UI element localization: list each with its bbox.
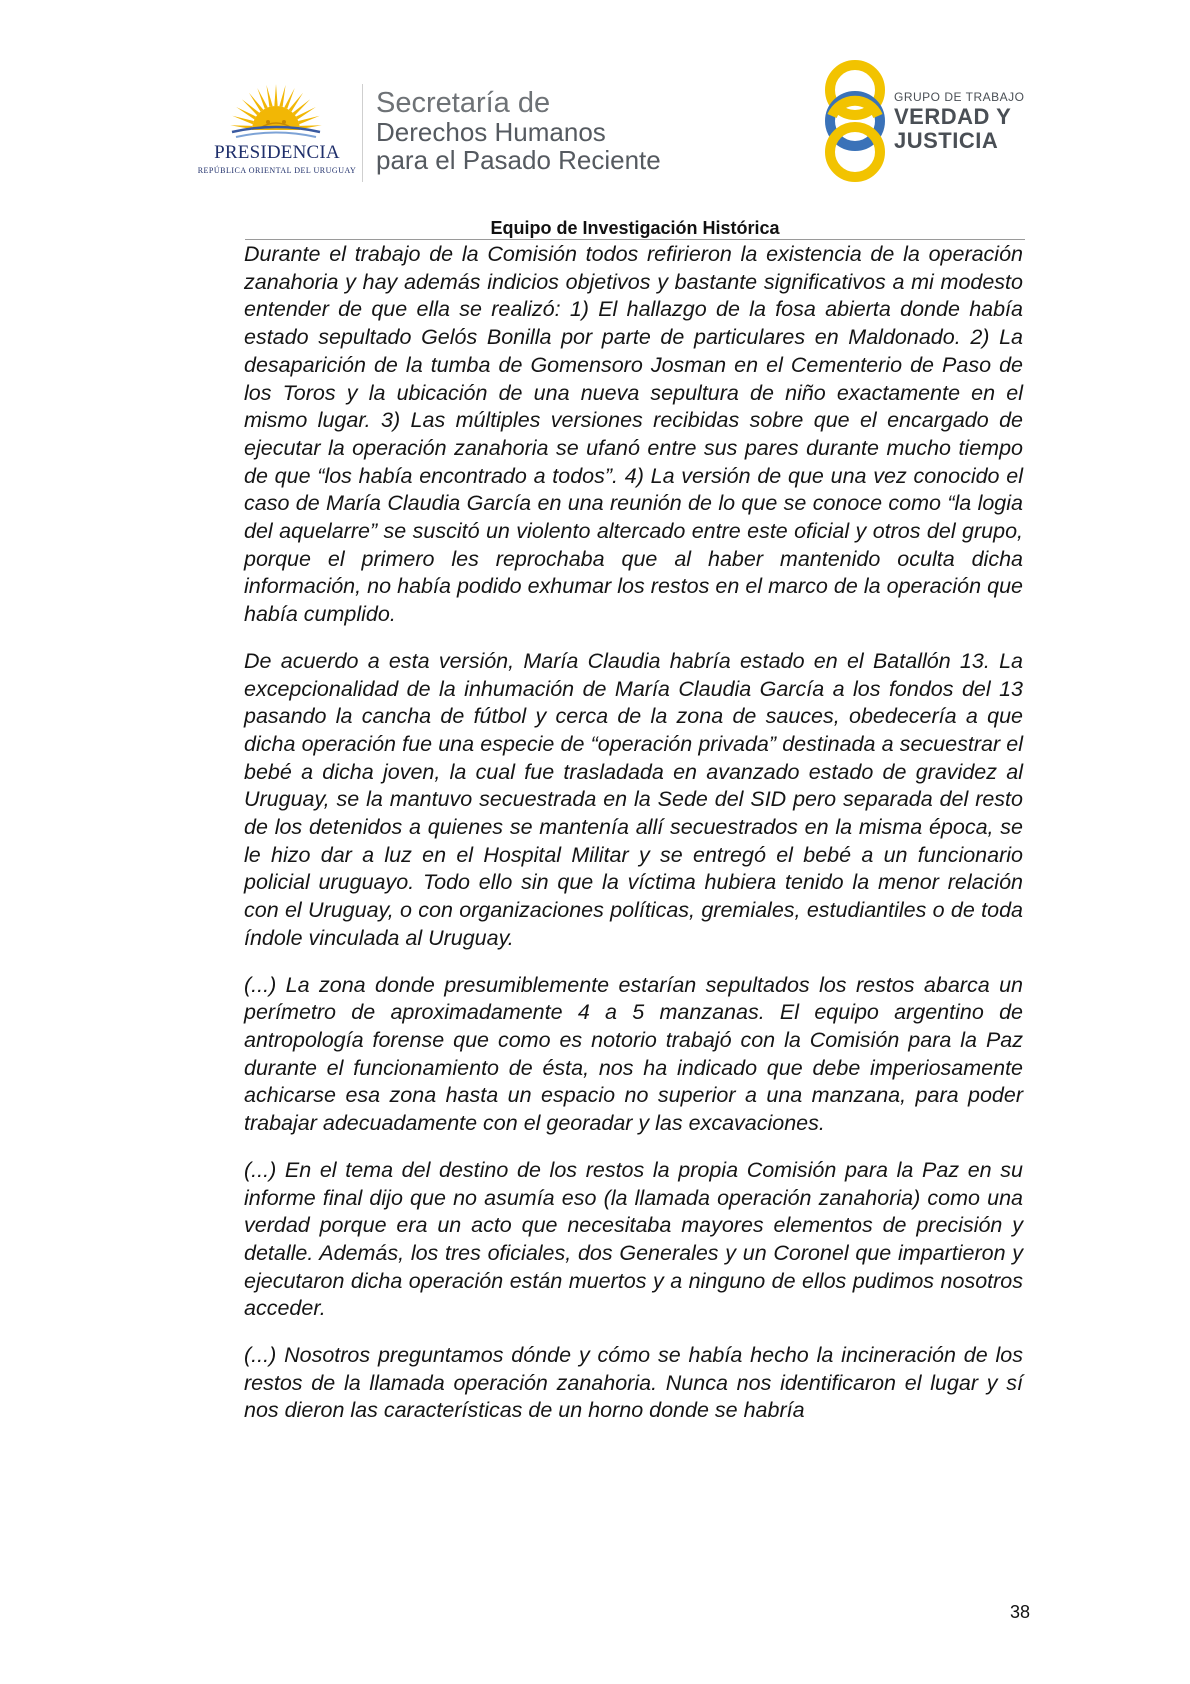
presidencia-name: PRESIDENCIA — [214, 142, 340, 163]
linked-rings-icon — [820, 56, 890, 186]
document-body — [244, 241, 1023, 1444]
page-header — [0, 0, 1190, 240]
presidencia-logo — [192, 78, 362, 178]
paragraph: (...) La zona donde presumiblemente estarían sepultados los restos abarca un perímetro de aproximadamente 4 a 5 manzanas. El equipo argentino de antropología forense que como es notorio trabajó con la Comisión para la Paz durante el funcionamiento de ésta, nos ha indicado que debe imperiosamente achicarse esa zona hasta un espacio no superior a una manzana, para poder trabajar adecuadamente con el georadar y las excavaciones. — [244, 972, 1023, 1136]
justicia-label: JUSTICIA — [894, 128, 999, 153]
sun-ray — [266, 85, 272, 107]
logo-divider — [362, 84, 363, 182]
secretaria-line-2: Derechos Humanos — [376, 117, 606, 147]
page-number: 38 — [1009, 1602, 1030, 1622]
secretaria-line-3: para el Pasado Reciente — [376, 145, 661, 175]
sun-ray — [293, 99, 311, 115]
grupo-verdad-justicia-logo — [820, 56, 1030, 186]
secretaria-logotype — [376, 88, 716, 174]
secretaria-line-1: Secretaría de — [376, 87, 551, 119]
paragraph: De acuerdo a esta versión, María Claudia habría estado en el Batallón 13. La excepcionalidad de la inhumación de María Claudia García a los fondos del 13 pasando la cancha de fútbol y cerca de la zona de sauces, obedecería a que dicha operación fue una especie de “operación privada” destinada a secuestrar el bebé a dicha joven, la cual fue trasladada en avanzado estado de gravidez al Uruguay, se la mantuvo secuestrada en la Sede del SID pero separada del resto de los detenidos a quienes se mantenía allí secuestrados en la misma época, se le hizo dar a luz en el Hospital Militar y se entregó el bebé a un funcionario policial uruguayo. Todo ello sin que la víctima hubiera tenido la menor relación con el Uruguay, o con organizaciones políticas, gremiales, estudiantiles o de toda índole vinculada al Uruguay. — [244, 648, 1023, 950]
paragraph: (...) En el tema del destino de los restos la propia Comisión para la Paz en su informe final dijo que no asumía eso (la llamada operación zanahoria) como una verdad porque era un acto que necesitaba mayores elementos de precisión y detalle. Además, los tres oficiales, dos Generales y un Coronel que impartieron y ejecutaron dicha operación están muertos y a ninguno de ellos pudimos nosotros acceder. — [244, 1157, 1023, 1321]
sun-of-may-icon — [226, 78, 326, 144]
section-title: Equipo de Investigación Histórica — [490, 218, 780, 238]
sun-ray — [279, 85, 285, 107]
verdad-label: VERDAD Y — [894, 104, 1012, 129]
sun-ray — [298, 116, 319, 124]
paragraph: (...) Nosotros preguntamos dónde y cómo se había hecho la incineración de los restos de la llamada operación zanahoria. Nunca nos identificaron el lugar y sí nos dieron las características de un horno donde se habría — [244, 1343, 1023, 1423]
sun-ray — [232, 116, 253, 124]
header-divider — [245, 239, 1025, 240]
paragraph: Durante el trabajo de la Comisión todos refirieron la existencia de la operación zanahoria y hay además indicios objetivos y bastante significativos a mi modesto entender de que ella se realizó: 1) El hallazgo de la fosa abierta donde había estado sepultado Gelós Bonilla por parte de particulares en Maldonado. 2) La desaparición de la tumba de Gomensoro Josman en el Cementerio de Paso de los Toros y la ubicación de una nueva sepultura de niño exactamente en el mismo lugar. 3) Las múltiples versiones recibidas sobre que el encargado de ejecutar la operación zanahoria se ufanó entre sus pares durante mucho tiempo de que “los había encontrado a todos”. 4) La versión de que una vez conocido el caso de María Claudia García en una reunión de lo que se conoce como “la logia del aquelarre” se suscitó un violento altercado entre este oficial y otros del grupo, porque el primero les reprochaba que al haber mantenido oculta dicha información, no había podido exhumar los restos en el marco de la operación que había cumplido. — [244, 242, 1023, 627]
sun-ray — [274, 84, 277, 106]
presidencia-subtitle: REPÚBLICA ORIENTAL DEL URUGUAY — [197, 166, 357, 175]
sun-ray — [242, 99, 260, 115]
grupo-label: GRUPO DE TRABAJO — [894, 90, 1025, 104]
